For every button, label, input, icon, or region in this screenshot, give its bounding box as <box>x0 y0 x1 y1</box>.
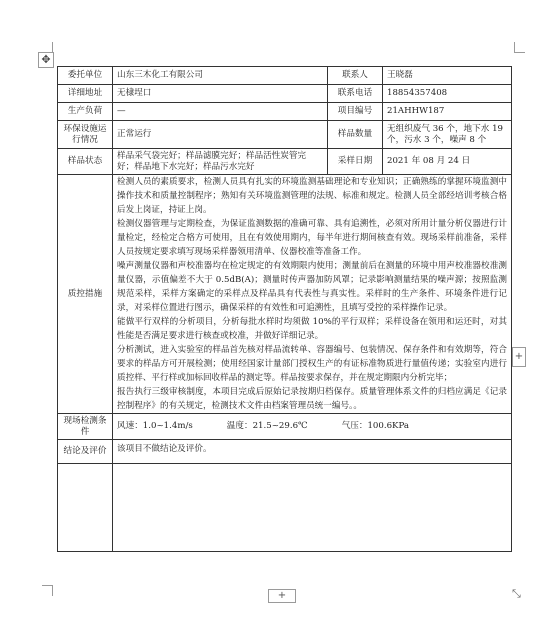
sampling-date-label: 采样日期 <box>328 149 383 175</box>
project-no-label: 项目编号 <box>328 103 383 121</box>
table-row <box>58 67 512 85</box>
table-row <box>58 414 512 440</box>
qc-paragraph: 分析测试，进入实验室的样品首先核对样品流转单、容器编号、包装情况、保存条件和有效期等，符合要求的样品方可开展检测；使用经国家计量部门授权生产的有证标准物质进行量值传递；实验室内进行质控样、平行样或加标回收样品的测定等。样品按要求保存，并在规定期限内分析完毕； <box>117 345 507 383</box>
address-value[interactable]: 无棣埕口 <box>113 85 328 103</box>
conclusion-value[interactable]: 该项目不做结论及评价。 <box>113 440 512 464</box>
conclusion-label: 结论及评价 <box>58 440 113 464</box>
load-value[interactable]: — <box>113 103 328 121</box>
qc-paragraph: 噪声测量仪器和声校准器均在检定规定的有效期限内使用；测量前后在测量的环境中用声校准器校准测量仪器，示值偏差不大于 0.5dB(A)；测量时传声器加防风罩；记录影响测量结果的噪声源；按照监测规范采样，采样方案确定的采样点及样品具有代表性与真实性。采样时的生产条件、环境条件进行记录，对采样位置进行图示，确保采样的有效性和可追溯性，且填写受控的采样操作记录。 <box>117 261 507 313</box>
qc-paragraph: 检测人员的素质要求，检测人员具有扎实的环境监测基础理论和专业知识；正确熟练的掌握环境监测中操作技术和质量控制程序；熟知有关环境监测管理的法规、标准和规定。检测人员全部经培训考核合格后发上岗证，持证上岗。 <box>117 177 507 215</box>
client-value[interactable]: 山东三木化工有限公司 <box>113 67 328 85</box>
crop-mark-top-right <box>514 42 525 53</box>
table-row <box>58 175 512 414</box>
address-label: 详细地址 <box>58 85 113 103</box>
load-label: 生产负荷 <box>58 103 113 121</box>
table-row-empty <box>58 464 512 552</box>
qc-paragraph: 报告执行三级审核制度，本项目完成后原始记录按期归档保存。质量管理体系文件的归档应满足《记录控制程序》的有关规定，检测技术文件由档案管理员统一编号。。 <box>117 387 507 411</box>
table-row <box>58 149 512 175</box>
qc-paragraph: 能做平行双样的分析项目，分析每批水样时均须做 10%的平行双样；采样设备在领用和运还时，对其性能是否满足要求进行核查或校准，并做好详细记录。 <box>117 317 507 341</box>
phone-value[interactable]: 18854357408 <box>383 85 512 103</box>
table-row <box>58 103 512 121</box>
contact-value[interactable]: 王晓磊 <box>383 67 512 85</box>
add-row-button[interactable]: + <box>268 589 296 603</box>
sample-count-label: 样品数量 <box>328 121 383 149</box>
table-resize-icon[interactable]: ⤡ <box>512 587 521 600</box>
empty-cell[interactable] <box>113 464 512 552</box>
air-pressure: 气压：100.6KPa <box>341 421 409 431</box>
qc-measures-content[interactable] <box>113 175 512 414</box>
quality-control-table <box>57 66 512 552</box>
contact-label: 联系人 <box>328 67 383 85</box>
crop-mark-bottom-left <box>42 585 53 596</box>
empty-cell[interactable] <box>58 464 113 552</box>
table-row <box>58 440 512 464</box>
table-row <box>58 85 512 103</box>
sample-state-value[interactable]: 样品采气袋完好；样品滤膜完好；样品活性炭管完好；样品地下水完好；样品污水完好 <box>113 149 328 175</box>
project-no-value[interactable]: 21AHHW187 <box>383 103 512 121</box>
add-column-button[interactable]: + <box>512 347 526 367</box>
qc-paragraph: 检测仪器管理与定期检查，为保证监测数据的准确可靠、具有追溯性，必须对所用计量分析仪器进行计量检定，经检定合格方可使用，且在有效使用期内，每半年进行期间核查有效。现场采样前准备，采样人员按规定要求填写现场采样器领用清单、仪器校准等准备工作。 <box>117 219 507 257</box>
conditions-label: 现场检测条件 <box>58 414 113 440</box>
conditions-value[interactable] <box>113 414 512 440</box>
sampling-date-value[interactable]: 2021 年 08 月 24 日 <box>383 149 512 175</box>
sample-count-value[interactable]: 无组织废气 36 个，地下水 19 个，污水 3 个，噪声 8 个 <box>383 121 512 149</box>
wind-speed: 风速：1.0~1.4m/s <box>117 421 193 431</box>
qc-measures-label: 质控措施 <box>58 175 113 414</box>
table-move-handle-icon[interactable]: ✥ <box>38 52 54 68</box>
temperature: 温度：21.5~29.6℃ <box>226 421 308 431</box>
sample-state-label: 样品状态 <box>58 149 113 175</box>
facility-status-label: 环保设施运行情况 <box>58 121 113 149</box>
client-label: 委托单位 <box>58 67 113 85</box>
facility-status-value[interactable]: 正常运行 <box>113 121 328 149</box>
table-row <box>58 121 512 149</box>
phone-label: 联系电话 <box>328 85 383 103</box>
